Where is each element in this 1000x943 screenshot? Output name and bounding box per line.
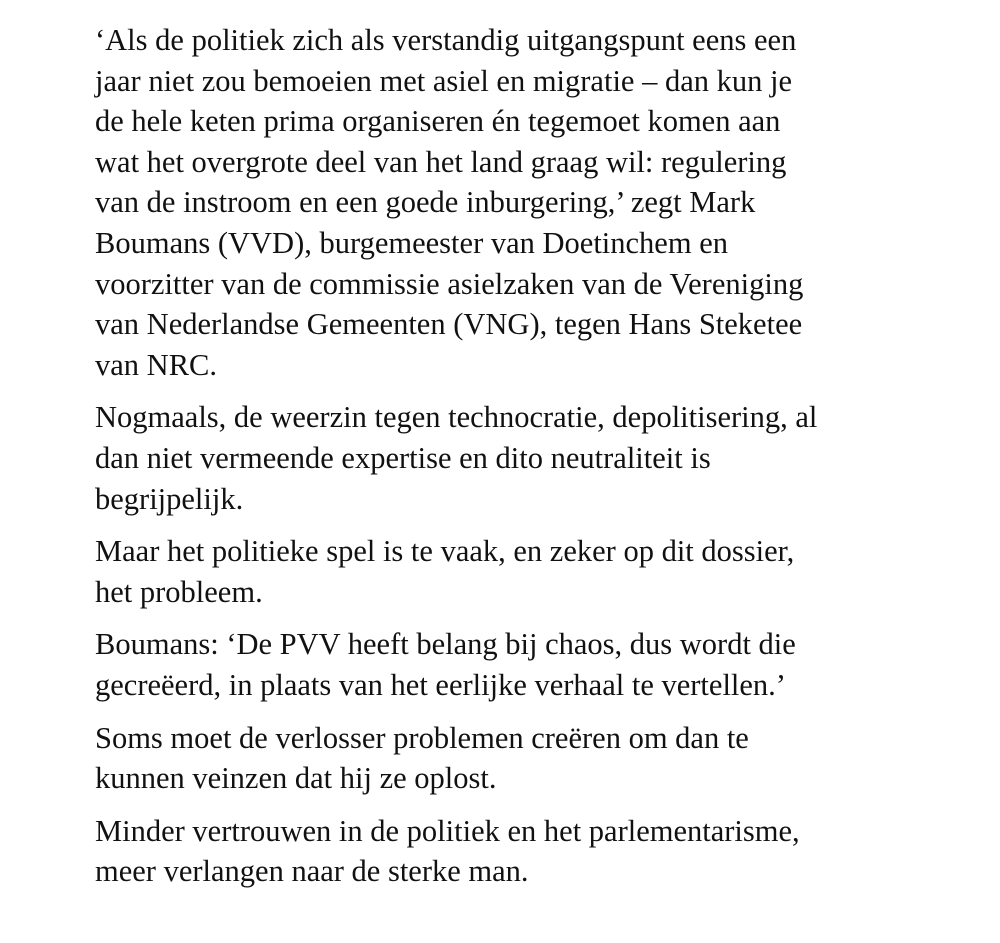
text-line: begrijpelijk. — [95, 481, 244, 516]
text-line: van NRC. — [95, 347, 217, 382]
text-line: Boumans (VVD), burgemeester van Doetinchem en — [95, 225, 728, 260]
text-line: Boumans: ‘De PVV heeft belang bij chaos, dus wordt die — [95, 627, 796, 662]
text-line: het probleem. — [95, 574, 263, 609]
text-line: kunnen veinzen dat hij ze oplost. — [95, 761, 497, 796]
paragraph-6 — [95, 811, 945, 892]
text-line: gecreëerd, in plaats van het eerlijke verhaal te vertellen.’ — [95, 667, 786, 702]
text-line: Minder vertrouwen in de politiek en het parlementarisme, — [95, 813, 800, 848]
text-line: Maar het politieke spel is te vaak, en zeker op dit dossier, — [95, 534, 795, 569]
text-line: van Nederlandse Gemeenten (VNG), tegen Hans Steketee — [95, 307, 803, 342]
paragraph-1 — [95, 20, 945, 385]
text-line: ‘Als de politiek zich als verstandig uitgangspunt eens een — [95, 23, 797, 57]
text-line: Soms moet de verlosser problemen creëren om dan te — [95, 720, 749, 755]
text-line: van de instroom en een goede inburgering,’ zegt Mark — [95, 185, 756, 220]
paragraph-3 — [95, 531, 945, 612]
paragraph-2 — [95, 397, 945, 519]
paragraph-4 — [95, 624, 945, 705]
text-line: de hele keten prima organiseren én tegemoet komen aan — [95, 104, 781, 139]
text-line: jaar niet zou bemoeien met asiel en migratie – dan kun je — [95, 63, 793, 98]
text-line: meer verlangen naar de sterke man. — [95, 854, 529, 889]
text-line: voorzitter van de commissie asielzaken van de Vereniging — [95, 266, 804, 301]
text-line: wat het overgrote deel van het land graag wil: regulering — [95, 144, 787, 179]
text-line: dan niet vermeende expertise en dito neutraliteit is — [95, 440, 711, 475]
article-body — [95, 20, 945, 904]
paragraph-5 — [95, 718, 945, 799]
text-line: Nogmaals, de weerzin tegen technocratie, depolitisering, al — [95, 400, 818, 435]
